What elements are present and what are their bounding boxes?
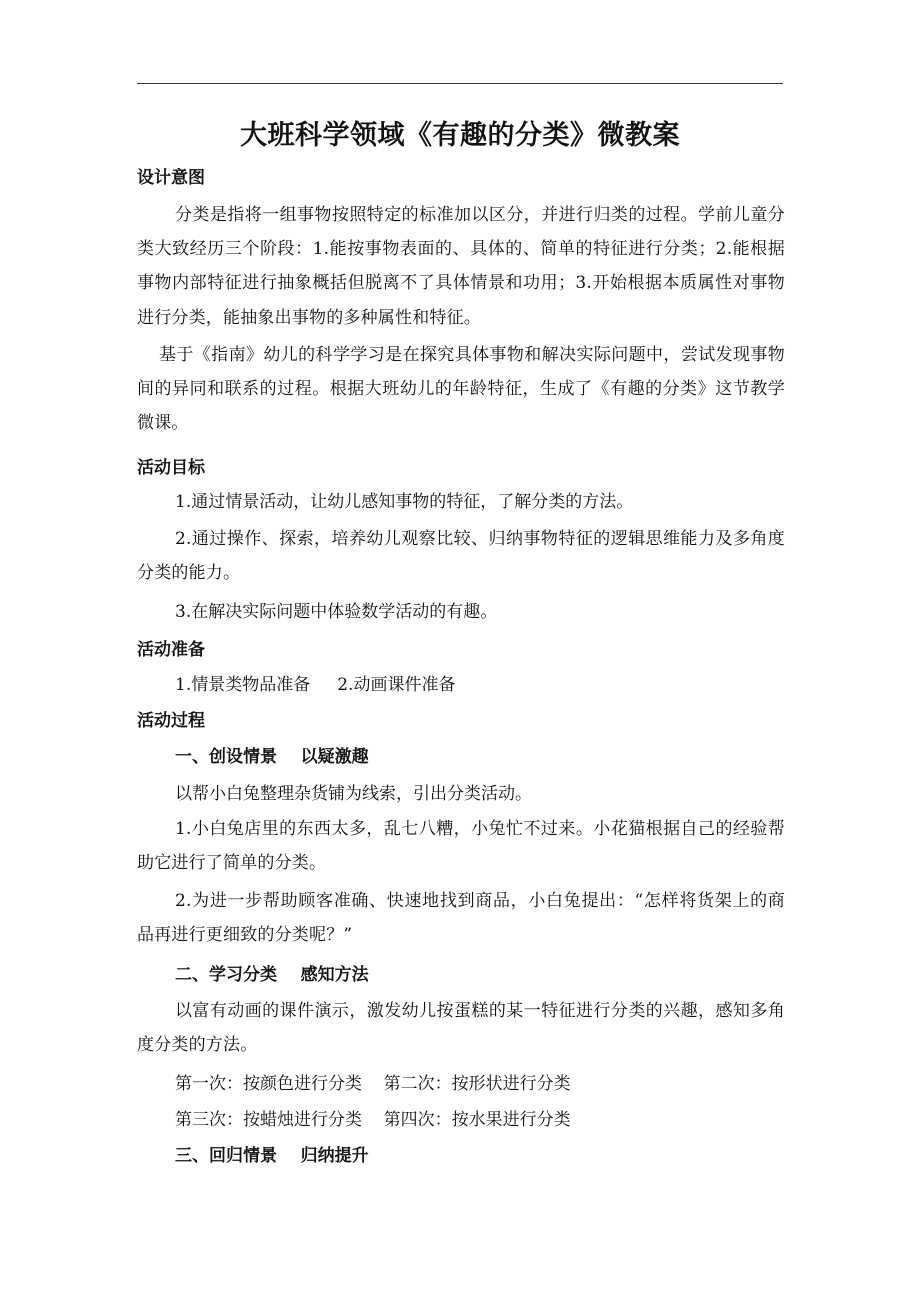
- heading-process: 活动过程: [137, 711, 205, 731]
- step-1-title: 一、创设情景 以疑激趣: [175, 747, 369, 767]
- heading-goals: 活动目标: [137, 458, 205, 478]
- goal-1: 1.通过情景活动，让幼儿感知事物的特征，了解分类的方法。: [175, 492, 634, 512]
- step-3-title: 三、回归情景 归纳提升: [175, 1146, 369, 1166]
- step-2-title: 二、学习分类 感知方法: [175, 965, 369, 985]
- page-title: 大班科学领域《有趣的分类》微教案: [240, 120, 680, 151]
- design-paragraph-1: 分类是指将一组事物按照特定的标准加以区分，并进行归类的过程。学前儿童分类大致经历三个阶段：1.能按事物表面的、具体的、简单的特征进行分类；2.能根据事物内部特征进行抽象概括但脱离不了具体情景和功用；3.开始根据本质属性对事物进行分类，能抽象出事物的多种属性和特征。: [137, 205, 785, 328]
- step-2-line-1: 第一次：按颜色进行分类 第二次：按形状进行分类: [175, 1074, 571, 1094]
- goal-2: 2.通过操作、探索，培养幼儿观察比较、归纳事物特征的逻辑思维能力及多角度分类的能力。: [137, 529, 785, 584]
- step-1-paragraph-1: 1.小白兔店里的东西太多，乱七八糟，小兔忙不过来。小花猫根据自己的经验帮助它进行了简单的分类。: [137, 819, 785, 874]
- goal-3: 3.在解决实际问题中体验数学活动的有趣。: [175, 602, 498, 622]
- design-paragraph-2: 基于《指南》幼儿的科学学习是在探究具体事物和解决实际问题中，尝试发现事物间的异同和联系的过程。根据大班幼儿的年龄特征，生成了《有趣的分类》这节教学微课。: [137, 345, 785, 434]
- step-1-intro: 以帮小白兔整理杂货铺为线索，引出分类活动。: [175, 784, 532, 804]
- step-2-paragraph-1: 以富有动画的课件演示，激发幼儿按蛋糕的某一特征进行分类的兴趣，感知多角度分类的方法。: [137, 1001, 785, 1056]
- header-rule: [137, 83, 783, 84]
- step-2-line-2: 第三次：按蜡烛进行分类 第四次：按水果进行分类: [175, 1110, 571, 1130]
- heading-design: 设计意图: [137, 168, 205, 188]
- heading-prep: 活动准备: [137, 640, 205, 660]
- step-1-paragraph-2: 2.为进一步帮助顾客准确、快速地找到商品，小白兔提出：“怎样将货架上的商品再进行更细致的分类呢？”: [137, 891, 785, 946]
- prep-line: 1.情景类物品准备 2.动画课件准备: [175, 675, 456, 695]
